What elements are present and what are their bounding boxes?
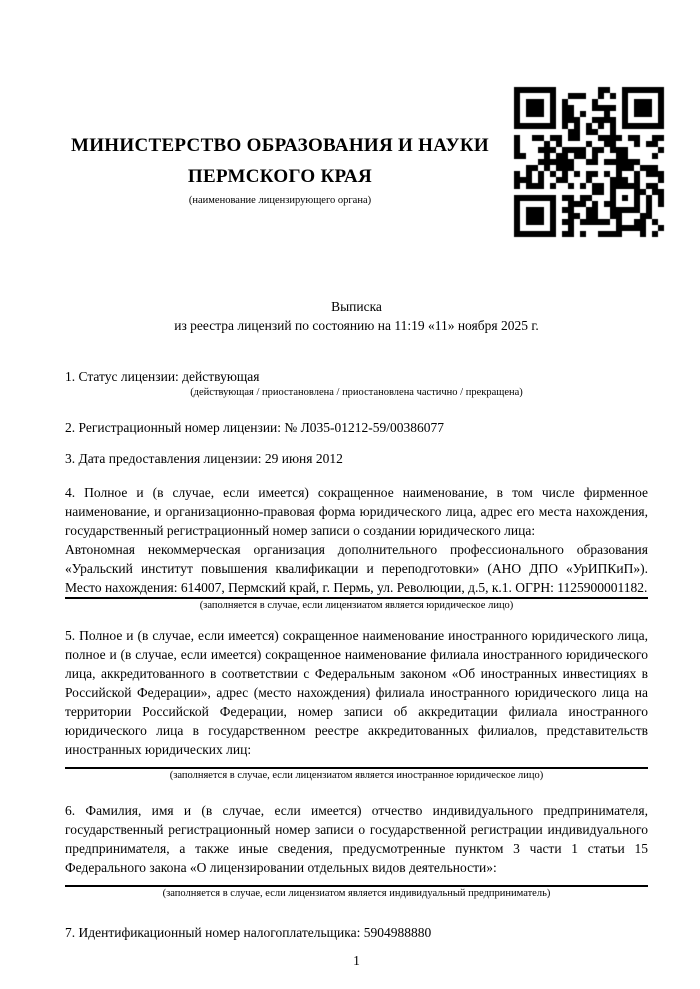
document-title-line2: из реестра лицензий по состоянию на 11:19 «11» ноября 2025 г.	[174, 318, 539, 333]
section-registration-number	[65, 418, 648, 437]
ministry-name-line2: ПЕРМСКОГО КРАЯ	[187, 166, 373, 187]
section-foreign-entity	[65, 626, 648, 783]
legal-entity-value: Автономная некоммерческая организация дополнительного профессионального образования «Уральский институт повышения квалификации и переподготовки» (АНО ДПО «УрИПКиП»). Место нахождения: 614007, Пермский край, г. Пермь, ул. Революции, д.5, к.1. ОГРН: 1125900001182.	[65, 542, 648, 595]
document-title-line1: Выписка	[331, 299, 382, 314]
individual-entrepreneur-blank	[65, 877, 648, 885]
document-body	[65, 297, 648, 970]
registration-number-text: 2. Регистрационный номер лицензии: № Л035-01212-59/00386077	[65, 420, 445, 435]
individual-entrepreneur-clause: 6. Фамилия, имя и (в случае, если имеется) отчество индивидуального предпринимателя, государственный регистрационный номер записи о государственной регистрации индивидуального предпринимателя, а также иные сведения, предусмотренные пунктом 3 части 1 статьи 15 Федерального закона «О лицензировании отдельных видов деятельности»:	[65, 803, 648, 875]
license-status-options-caption: (действующая / приостановлена / приостановлена частично / прекращена)	[190, 387, 523, 398]
section-license-date	[65, 449, 648, 468]
ministry-name-line1: МИНИСТЕРСТВО ОБРАЗОВАНИЯ И НАУКИ	[70, 135, 490, 156]
authority-name-caption: (наименование лицензирующего органа)	[188, 195, 372, 206]
foreign-entity-clause: 5. Полное и (в случае, если имеется) сокращенное наименование иностранного юридического лица, полное и (в случае, если имеется) сокращенное наименование филиала иностранного юридического лица, аккредитованного в соответствии с Федеральным законом «Об иностранных инвестициях в Российской Федерации», адрес (место нахождения) филиала иностранного юридического лица на территории Российской Федерации, номер записи об аккредитации филиала иностранного юридического лица в государственном реестре аккредитованных филиалов, представительств иностранных юридических лиц:	[65, 628, 648, 757]
section-individual-entrepreneur	[65, 801, 648, 901]
licensing-authority-header	[48, 130, 512, 208]
page-number: 1	[353, 953, 360, 968]
section-license-status	[65, 367, 648, 400]
license-date-text: 3. Дата предоставления лицензии: 29 июня 2012	[65, 451, 343, 466]
section-legal-entity	[65, 483, 648, 613]
ministry-name	[48, 130, 512, 192]
section-taxpayer-number	[65, 923, 648, 942]
foreign-entity-blank	[65, 759, 648, 767]
legal-entity-clause: 4. Полное и (в случае, если имеется) сокращенное наименование, в том числе фирменное наименование, и организационно-правовая форма юридического лица, адрес его места нахождения, государственный регистрационный номер записи о создании юридического лица:	[65, 485, 648, 538]
license-status-text: 1. Статус лицензии: действующая	[65, 369, 260, 384]
foreign-entity-caption: (заполняется в случае, если лицензиатом является иностранное юридическое лицо)	[169, 770, 544, 781]
taxpayer-number-text: 7. Идентификационный номер налогоплательщика: 5904988880	[65, 925, 432, 940]
document-title	[65, 297, 648, 335]
legal-entity-caption: (заполняется в случае, если лицензиатом является юридическое лицо)	[199, 600, 514, 611]
qr-code	[511, 84, 667, 240]
individual-entrepreneur-caption: (заполняется в случае, если лицензиатом является индивидуальный предприниматель)	[162, 888, 551, 899]
